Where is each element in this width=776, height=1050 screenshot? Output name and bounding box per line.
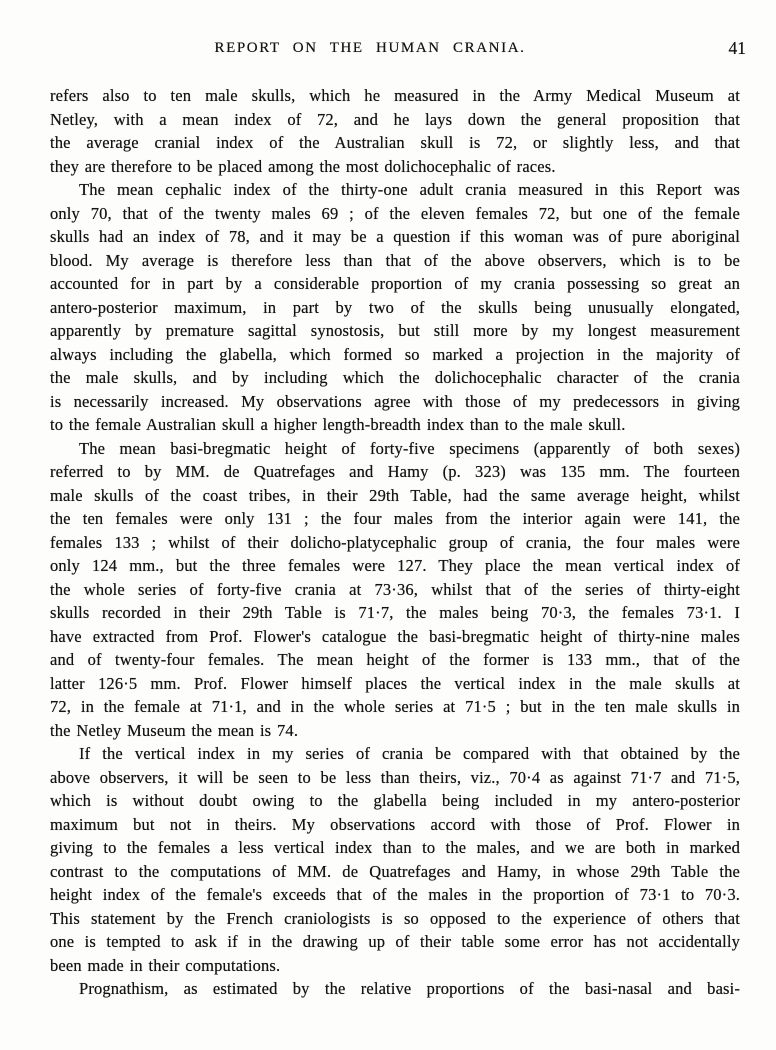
paragraph	[50, 84, 740, 178]
text-line: have extracted from Prof. Flower's catalogue the basi-bregmatic height of thirty-nine males	[50, 626, 740, 646]
text-line: height index of the female's exceeds that of the males in the proportion of 73·1 to 70·3.	[50, 885, 740, 904]
text-line: accounted for in part by a considerable proportion of my crania possessing so great an	[50, 274, 740, 293]
text-line: the ten females were only 131 ; the four males from the interior again were 141, the	[50, 509, 740, 528]
text-line: always including the glabella, which formed so marked a projection in the majority of	[50, 344, 740, 364]
text-line: referred to by MM. de Quatrefages and Hamy (p. 323) was 135 mm. The fourteen	[50, 462, 740, 481]
text-line: latter 126·5 mm. Prof. Flower himself places the vertical index in the male skulls at	[50, 673, 740, 693]
text-line: maximum but not in theirs. My observations accord with those of Prof. Flower in	[50, 814, 740, 834]
text-line: the average cranial index of the Australian skull is 72, or slightly less, and that	[50, 133, 740, 152]
text-line: one is tempted to ask if in the drawing up of their table some error has not accidentally	[50, 932, 740, 951]
text-line: The mean basi-bregmatic height of forty-five specimens (apparently of both sexes)	[79, 438, 740, 458]
text-line: and of twenty-four females. The mean height of the former is 133 mm., that of the	[50, 650, 740, 669]
page-header	[0, 40, 776, 62]
text-line: male skulls of the coast tribes, in their 29th Table, had the same average height, whilst	[50, 485, 740, 505]
text-line: to the female Australian skull a higher length-breadth index than to the male skull.	[50, 415, 626, 434]
text-line: If the vertical index in my series of crania be compared with that obtained by the	[79, 744, 740, 763]
text-line: the male skulls, and by including which the dolichocephalic character of the crania	[50, 368, 740, 387]
text-line: Prognathism, as estimated by the relative proportions of the basi-nasal and basi-	[79, 979, 740, 998]
text-block	[50, 84, 740, 1001]
text-line: skulls recorded in their 29th Table is 71·7, the males being 70·3, the females 73·1. I	[50, 603, 740, 622]
text-line: they are therefore to be placed among the most dolichocephalic of races.	[50, 156, 556, 176]
text-line: is necessarily increased. My observations agree with those of my predecessors in giving	[50, 391, 740, 411]
page-number: 41	[728, 38, 746, 58]
text-line: antero-posterior maximum, in part by two of the skulls being unusually elongated,	[50, 297, 740, 317]
running-title: REPORT ON THE HUMAN CRANIA.	[214, 40, 526, 56]
text-line: contrast to the computations of MM. de Quatrefages and Hamy, in whose 29th Table the	[50, 861, 740, 881]
text-line: refers also to ten male skulls, which he measured in the Army Medical Museum at	[50, 86, 740, 105]
text-line: females 133 ; whilst of their dolicho-platycephalic group of crania, the four males were	[50, 532, 740, 552]
text-line: Netley, with a mean index of 72, and he lays down the general proposition that	[50, 109, 740, 129]
paragraph	[50, 437, 740, 743]
text-line: skulls had an index of 78, and it may be a question if this woman was of pure aboriginal	[50, 227, 740, 246]
text-line: This statement by the French craniologists is so opposed to the experience of others that	[50, 908, 740, 928]
text-line: blood. My average is therefore less than that of the above observers, which is to be	[50, 250, 740, 270]
text-line: the whole series of forty-five crania at 73·36, whilst that of the series of thirty-eight	[50, 579, 740, 599]
text-line: only 124 mm., but the three females were 127. They place the mean vertical index of	[50, 556, 740, 575]
text-line: been made in their computations.	[50, 955, 281, 975]
text-line: giving to the females a less vertical index than to the males, and we are both in marked	[50, 838, 740, 857]
text-line: above observers, it will be seen to be less than theirs, viz., 70·4 as against 71·7 and 71·5,	[50, 767, 740, 787]
paragraph	[50, 977, 740, 1001]
text-line: apparently by premature sagittal synostosis, but still more by my longest measurement	[50, 321, 740, 340]
text-line: The mean cephalic index of the thirty-one adult crania measured in this Report was	[79, 180, 740, 199]
paragraph	[50, 742, 740, 977]
paragraph	[50, 178, 740, 437]
text-line: 72, in the female at 71·1, and in the whole series at 71·5 ; but in the ten male skulls in	[50, 697, 740, 716]
text-line: the Netley Museum the mean is 74.	[50, 720, 299, 740]
text-line: which is without doubt owing to the glabella being included in my antero-posterior	[50, 791, 740, 810]
text-line: only 70, that of the twenty males 69 ; of the eleven females 72, but one of the female	[50, 203, 740, 223]
